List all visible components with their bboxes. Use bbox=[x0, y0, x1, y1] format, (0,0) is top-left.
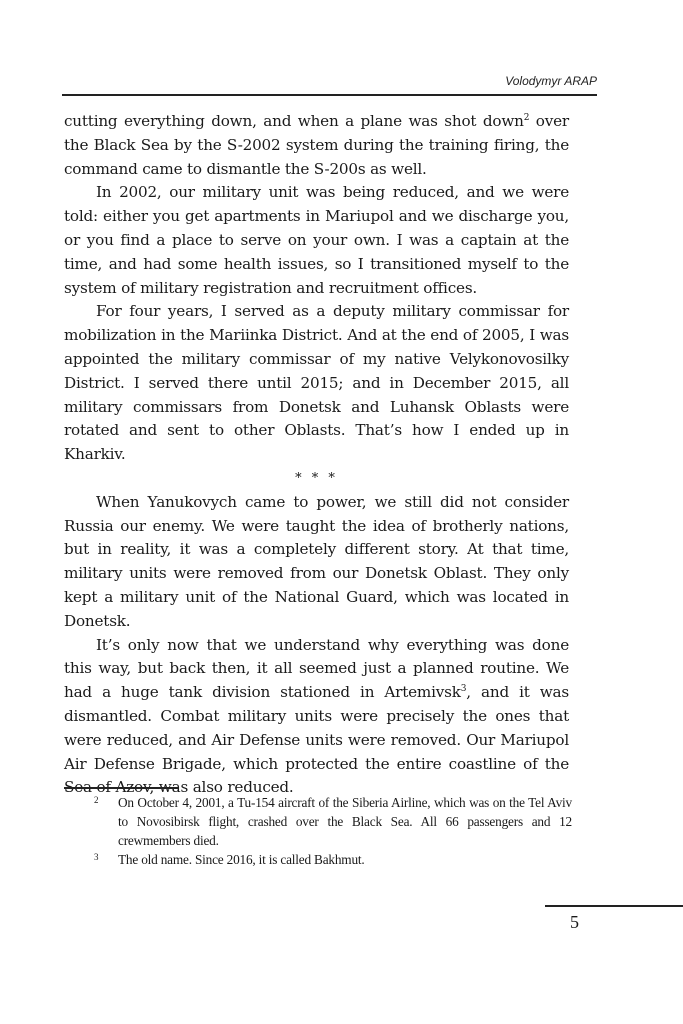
footer-rule bbox=[545, 905, 683, 907]
footnote-text: On October 4, 2001, a Tu-154 aircraft of the Siberia Airline, which was on the Tel Aviv to Novosibirsk flight, crashed over the Black Sea. All 66 passengers and 12 crewmembers died. bbox=[118, 795, 572, 848]
paragraph-1-text-a: cutting everything down, and when a plane was shot down bbox=[64, 112, 524, 130]
main-text bbox=[64, 110, 569, 800]
footnotes bbox=[94, 793, 572, 869]
paragraph-2: In 2002, our military unit was being reduced, and we were told: either you get apartments in Mariupol and we discharge you, or you find a place to serve on your own. I was a captain at the time, and had some health issues, so I transitioned myself to the system of military registration and recruitment offices. bbox=[64, 183, 569, 297]
footnote-marker: 2 bbox=[94, 795, 99, 805]
footnote-rule bbox=[64, 787, 179, 789]
paragraph-5-text-b: , and it was dismantled. Combat military units were precisely the ones that were reduced, and Air Defense units were removed. Our Mariupol Air Defense Brigade, which protected the entire coastline of the Sea of Azov, was also reduced. bbox=[64, 683, 570, 797]
header-rule bbox=[62, 94, 597, 96]
footnote-marker: 3 bbox=[94, 852, 99, 862]
paragraph-1 bbox=[64, 110, 569, 181]
footnote-2 bbox=[94, 793, 572, 850]
page-number: 5 bbox=[570, 912, 579, 932]
paragraph-5 bbox=[64, 634, 569, 801]
running-header-author: Volodymyr ARAP bbox=[505, 74, 597, 88]
footnote-text: The old name. Since 2016, it is called Bakhmut. bbox=[118, 852, 365, 867]
footnote-ref-3: 3 bbox=[460, 684, 467, 695]
paragraph-4: When Yanukovych came to power, we still did not consider Russia our enemy. We were taught the idea of brotherly nations, but in reality, it was a completely different story. At that time, military units were removed from our Donetsk Oblast. They only kept a military unit of the National Guard, which was located in Donetsk. bbox=[64, 492, 569, 630]
footnote-ref-2: 2 bbox=[523, 113, 530, 123]
paragraph-5-text-a: It’s only now that we understand why everything was done this way, but back then, it all seemed just a planned routine. We had a huge tank division stationed in Artemivsk bbox=[64, 635, 569, 702]
paragraph-3: For four years, I served as a deputy military commissar for mobilization in the Mariinka District. And at the end of 2005, I was appointed the military commissar of my native Velykonovosilky District. I served there until 2015; and in December 2015, all military commissars from Donetsk and Luhansk Oblasts were rotated and sent to other Oblasts. That’s how I ended up in Kharkiv. bbox=[64, 302, 569, 464]
paragraph-1-text-b: over the Black Sea by the S-2002 system during the training firing, the command came to dismantle the S-200s as well. bbox=[64, 112, 569, 178]
footnote-3 bbox=[94, 850, 572, 869]
section-separator: * * * bbox=[295, 470, 338, 486]
